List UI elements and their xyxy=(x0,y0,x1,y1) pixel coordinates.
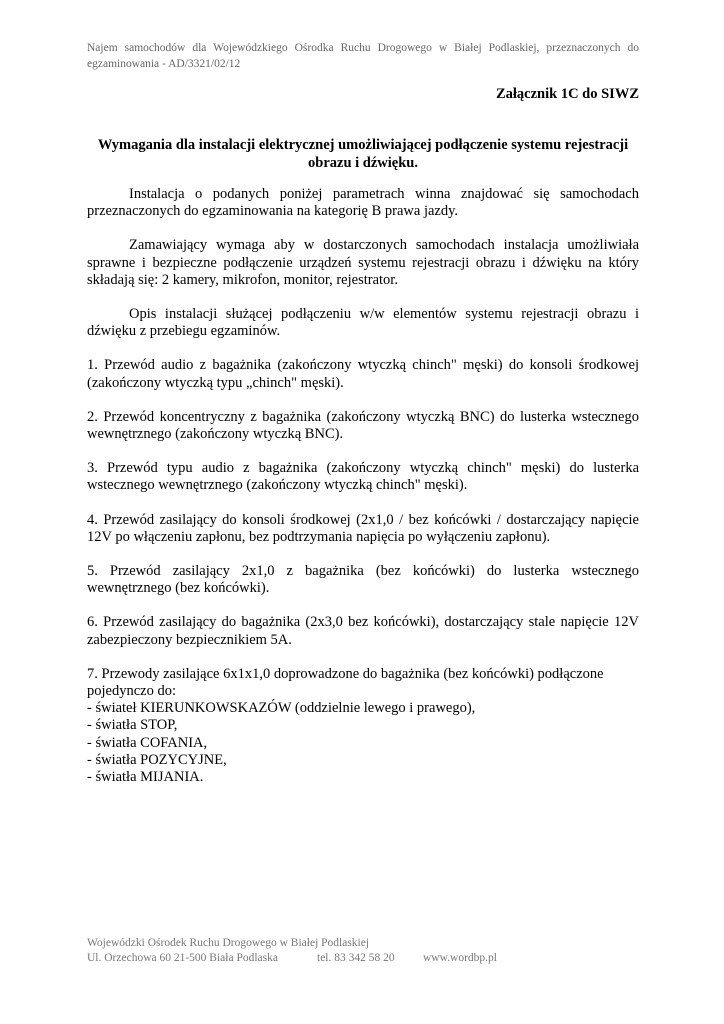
document-title: Wymagania dla instalacji elektrycznej umożliwiającej podłączenie systemu rejestracji obrazu i dźwięku. xyxy=(97,137,629,171)
footer-phone: tel. 83 342 58 20 xyxy=(317,952,395,964)
sublist-item: - świateł KIERUNKOWSKAZÓW (oddzielnie lewego i prawego), xyxy=(87,700,476,717)
sublist-item: - światła STOP, xyxy=(87,717,178,734)
header-text: Najem samochodów dla Wojewódzkiego Ośrodka Ruchu Drogowego w Białej Podlaskiej, przeznaczonych do egzaminowania - AD/3321/02/12 xyxy=(87,42,639,70)
requirements-list xyxy=(87,357,639,786)
paragraph-requirement: Zamawiający wymaga aby w dostarczonych samochodach instalacja umożliwiała sprawne i bezpieczne podłączenie urządzeń systemu rejestracji obrazu i dźwięku na który składają się: 2 kamery, mikrofon, monitor, rejestrator. xyxy=(87,237,639,288)
document-body xyxy=(87,186,639,786)
list-item-1: 1. Przewód audio z bagażnika (zakończony wtyczką chinch" męski) do konsoli środkowej (zakończony wtyczką typu „chinch" męski). xyxy=(87,357,639,391)
list-item-3: 3. Przewód typu audio z bagażnika (zakończony wtyczką chinch" męski) do lusterka wstecznego wewnętrznego (zakończony wtyczką chinch" męski). xyxy=(87,460,639,494)
lights-sublist xyxy=(87,700,639,786)
footer-contact xyxy=(87,951,639,966)
footer-organization: Wojewódzki Ośrodek Ruchu Drogowego w Białej Podlaskiej xyxy=(87,937,370,949)
sublist-item: - światła COFANIA, xyxy=(87,734,208,751)
list-item-2: 2. Przewód koncentryczny z bagażnika (zakończony wtyczką BNC) do lusterka wstecznego wewnętrznego (zakończony wtyczką BNC). xyxy=(87,408,639,443)
list-item-7-intro: 7. Przewody zasilające 6x1x1,0 doprowadzone do bagażnika (bez końcówki) podłączone pojedynczo do: xyxy=(87,665,604,700)
paragraph-description: Opis instalacji służącej podłączeniu w/w elementów systemu rejestracji obrazu i dźwięku z przebiegu egzaminów. xyxy=(87,306,639,340)
page-header xyxy=(87,40,639,72)
list-item-7 xyxy=(87,666,639,786)
annex-label: Załącznik 1C do SIWZ xyxy=(495,86,639,102)
sublist-item: - światła POZYCYJNE, xyxy=(87,751,227,768)
list-item-5: 5. Przewód zasilający 2x1,0 z bagażnika (bez końcówki) do lusterka wstecznego wewnętrznego (bez końcówki). xyxy=(87,563,639,597)
sublist-item: - światła MIJANIA. xyxy=(87,769,204,786)
page-footer xyxy=(87,936,639,966)
footer-website: www.wordbp.pl xyxy=(423,952,497,964)
footer-address: Ul. Orzechowa 60 21-500 Biała Podlaska xyxy=(87,952,278,964)
paragraph-intro: Instalacja o podanych poniżej parametrach winna znajdować się samochodach przeznaczonych do egzaminowania na kategorię B prawa jazdy. xyxy=(87,186,639,220)
list-item-4: 4. Przewód zasilający do konsoli środkowej (2x1,0 / bez końcówki / dostarczający napięcie 12V po włączeniu zapłonu, bez podtrzymania napięcia po wyłączeniu zapłonu). xyxy=(87,511,639,545)
list-item-6: 6. Przewód zasilający do bagażnika (2x3,0 bez końcówki), dostarczający stale napięcie 12V zabezpieczony bezpiecznikiem 5A. xyxy=(87,614,639,648)
